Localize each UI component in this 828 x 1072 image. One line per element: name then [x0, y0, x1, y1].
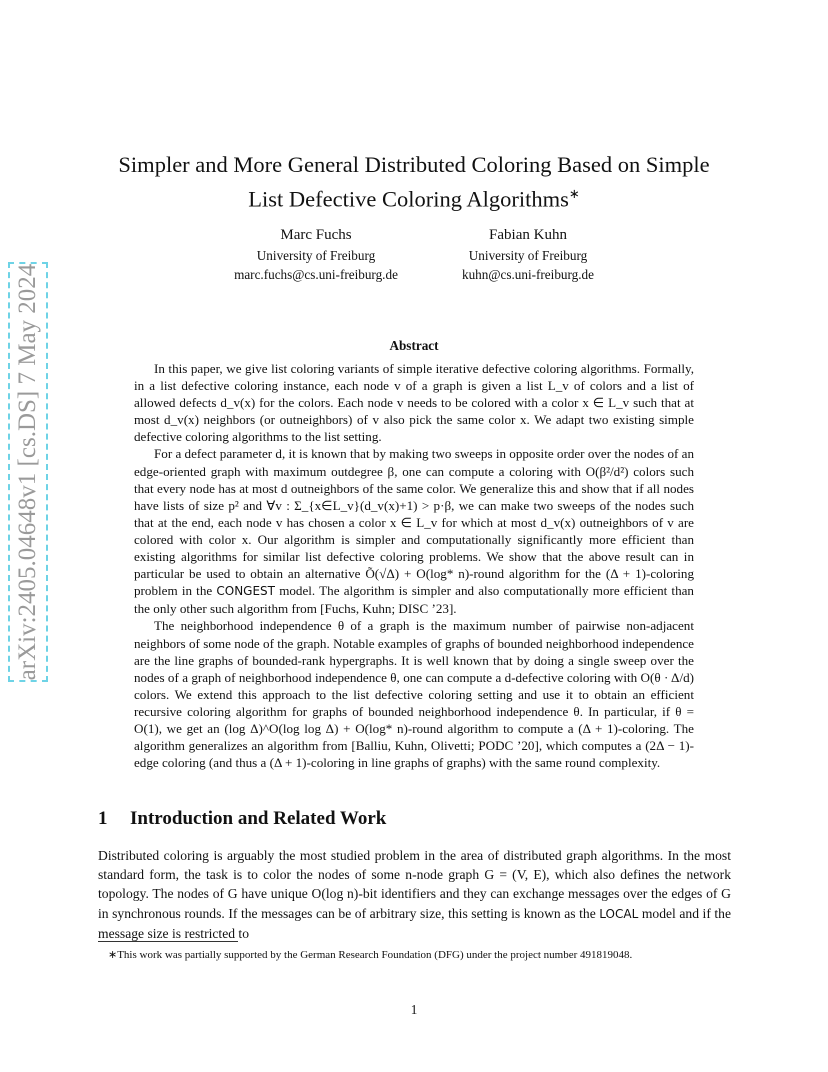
- author-affiliation: University of Freiburg: [256, 248, 376, 263]
- author-2: [398, 226, 658, 284]
- intro-p1-tail: model and if the message size is restricted to: [98, 905, 732, 941]
- local-model: LOCAL: [599, 906, 639, 921]
- author-name: Fabian Kuhn: [489, 227, 567, 243]
- author-affiliation: University of Freiburg: [468, 248, 588, 263]
- title-line-1: Simpler and More General Distributed Coloring Based on Simple: [118, 152, 710, 177]
- footnote: [98, 948, 731, 963]
- congest-model: CONGEST: [216, 584, 276, 599]
- section-title: Introduction and Related Work: [130, 808, 387, 829]
- abstract-paragraph-1: In this paper, we give list coloring variants of simple iterative defective coloring algorithms. Formally, in a list defective coloring instance, each node v of a graph is given a list L_v of colors and a list of allowed defects d_v(x) for the colors. Each node v needs to be colored with a color x ∈ L_v such that at most d_v(x) neighbors (or outneighbors) of v also pick the same color x. We adapt two existing simple defective coloring algorithms to the list setting.: [134, 361, 694, 445]
- abstract-paragraph-2: [134, 445, 694, 617]
- abstract-heading: Abstract: [389, 338, 439, 353]
- page-number: 1: [410, 1002, 418, 1017]
- author-name: Marc Fuchs: [280, 227, 352, 243]
- author-email: kuhn@cs.uni-freiburg.de: [461, 267, 595, 282]
- section-number: 1: [98, 808, 108, 829]
- section-heading: [98, 808, 386, 830]
- footnote-rule: [98, 941, 238, 942]
- author-email: marc.fuchs@cs.uni-freiburg.de: [234, 267, 398, 282]
- title-line-2: List Defective Coloring Algorithms: [248, 186, 569, 212]
- abstract-body: [134, 360, 694, 771]
- intro-body: [98, 846, 731, 943]
- abstract-p2-text: For a defect parameter d, it is known that by making two sweeps in opposite order over the nodes of an edge-oriented graph with maximum outdegree β, one can compute a coloring with O(β²/d²) colors such that every node has at most d outneighbors of the same color. We generalize this and show that if all nodes have lists of size p² and ∀v : Σ_{x∈L_v}(d_v(x)+1) > p·β, we can make two sweeps of the nodes such that at the end, each node v has chosen a color x ∈ L_v for which at most d_v(x) outneighbors of v are colored with color x. Our algorithm is simpler and computationally significantly more efficient than existing algorithms for similar list defective coloring problems. We show that the above result can in particular be used to obtain an alternative Õ(√Δ) + O(log* n)-round algorithm for the (Δ + 1)-coloring problem in the: [134, 446, 694, 599]
- arxiv-identifier: arXiv:2405.04648v1 [cs.DS] 7 May 2024: [14, 263, 41, 681]
- footnote-text: ∗This work was partially supported by the German Research Foundation (DFG) under the project number 491819048.: [108, 949, 633, 961]
- abstract-paragraph-3: The neighborhood independence θ of a graph is the maximum number of pairwise non-adjacent neighbors of some node of the graph. Notable examples of graphs of bounded neighborhood independence are the line graphs of bounded-rank hypergraphs. It is well known that by doing a single sweep over the nodes of a graph of neighborhood independence θ, one can compute a d-defective coloring with O(θ · Δ/d) colors. We extend this approach to the list defective coloring setting and use it to obtain an efficient recursive coloring algorithm for graphs of bounded neighborhood independence θ. In particular, if θ = O(1), we get an (log Δ)^O(log log Δ) + O(log* n)-round algorithm to compute a (Δ + 1)-coloring. The algorithm generalizes an algorithm from [Balliu, Kuhn, Olivetti; PODC ’20], which computes a (2Δ − 1)-edge coloring (and thus a (Δ + 1)-coloring in line graphs of graphs) with the same round complexity.: [134, 618, 694, 771]
- intro-paragraph-1: [98, 846, 731, 943]
- intro-p1-text: Distributed coloring is arguably the most studied problem in the area of distributed graph algorithms. In the most standard form, the task is to color the nodes of some n-node graph G = (V, E), which also defines the network topology. The nodes of G have unique O(log n)-bit identifiers and they can exchange messages over the edges of G in synchronous rounds. If the messages can be of arbitrary size, this setting is known as the: [98, 848, 731, 921]
- paper-title: [98, 150, 730, 214]
- title-footnote-mark: ∗: [568, 186, 580, 201]
- arxiv-sidebar: [8, 262, 48, 682]
- abstract-p2-tail: model. The algorithm is simpler and also computationally more efficient than the only other such algorithm from [Fuchs, Kuhn; DISC ’23].: [134, 583, 694, 617]
